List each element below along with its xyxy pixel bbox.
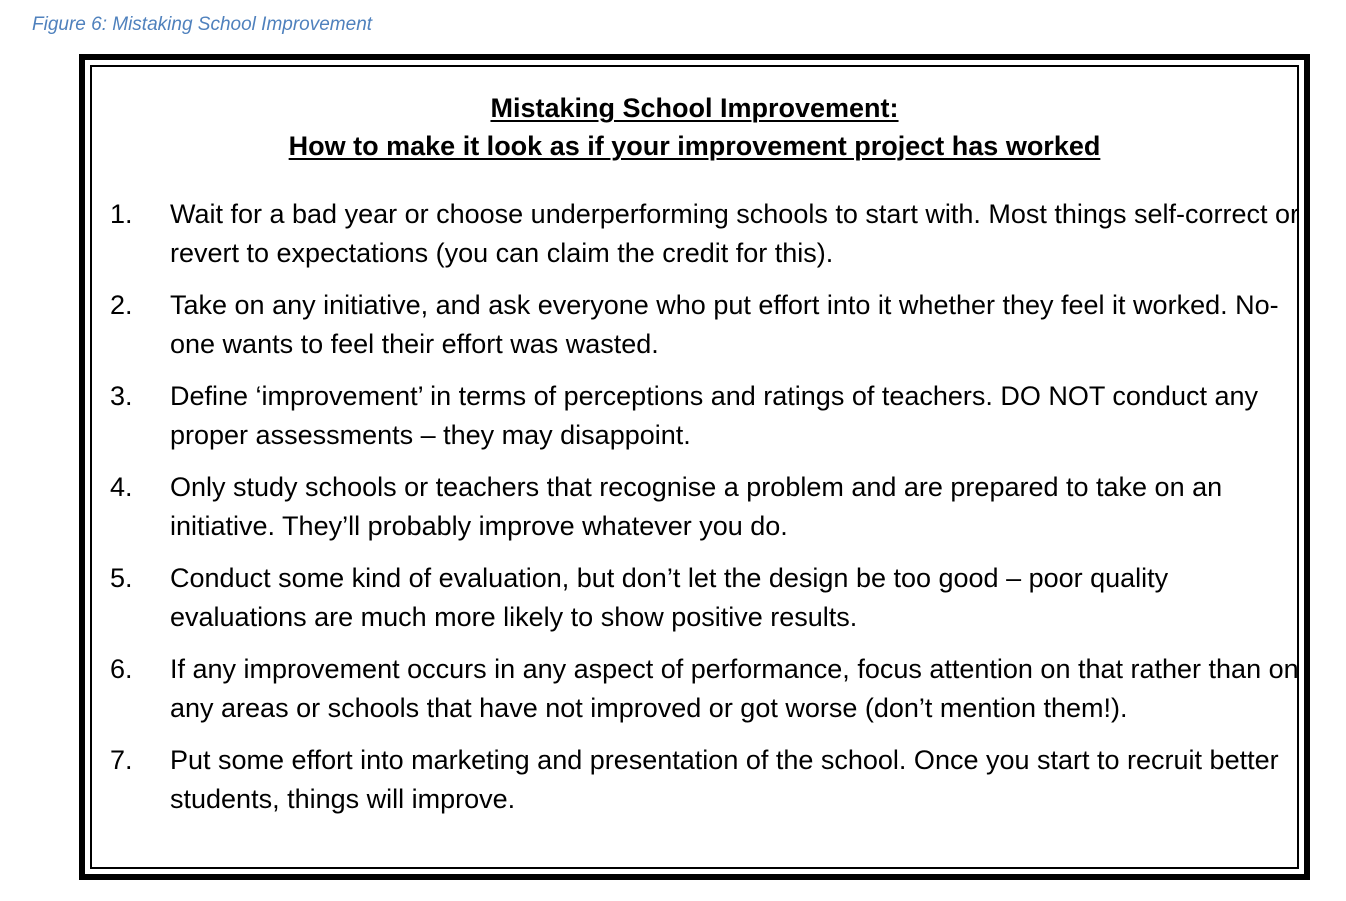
list-item-number: 7. [110, 745, 133, 775]
list-item [110, 286, 1300, 364]
list-item [110, 468, 1300, 546]
list-item [110, 559, 1300, 637]
list-item-number: 3. [110, 381, 133, 411]
list-item-text: If any improvement occurs in any aspect of performance, focus attention on that rather than on any areas or schools that have not improved or got worse (don’t mention them!). [170, 654, 1299, 723]
list-item-text: Only study schools or teachers that recognise a problem and are prepared to take on an initiative. They’ll probably improve whatever you do. [170, 472, 1223, 541]
box-subtitle: How to make it look as if your improvement project has worked [288, 131, 1101, 161]
list-item-text: Conduct some kind of evaluation, but don’t let the design be too good – poor quality evaluations are much more likely to show positive results. [170, 563, 1169, 632]
list-item-number: 2. [110, 290, 133, 320]
figure-caption: Figure 6: Mistaking School Improvement [32, 14, 373, 35]
numbered-list [110, 195, 1300, 832]
list-item-text: Take on any initiative, and ask everyone who put effort into it whether they feel it worked. No-one wants to feel their effort was wasted. [170, 290, 1279, 359]
list-item-number: 5. [110, 563, 133, 593]
list-item [110, 650, 1300, 728]
list-item-number: 4. [110, 472, 133, 502]
boxed-figure [79, 54, 1310, 880]
list-item [110, 377, 1300, 455]
box-title: Mistaking School Improvement: [490, 93, 899, 123]
inner-border [90, 65, 1299, 869]
list-item [110, 195, 1300, 273]
list-item-text: Put some effort into marketing and presentation of the school. Once you start to recruit better students, things will improve. [170, 745, 1279, 814]
list-item-text: Wait for a bad year or choose underperforming schools to start with. Most things self-correct or revert to expectations (you can claim the credit for this). [170, 199, 1299, 268]
list-item-number: 1. [110, 199, 133, 229]
list-item-number: 6. [110, 654, 133, 684]
list-item-text: Define ‘improvement’ in terms of perceptions and ratings of teachers. DO NOT conduct any proper assessments – they may disappoint. [170, 381, 1259, 450]
list-item [110, 741, 1300, 819]
